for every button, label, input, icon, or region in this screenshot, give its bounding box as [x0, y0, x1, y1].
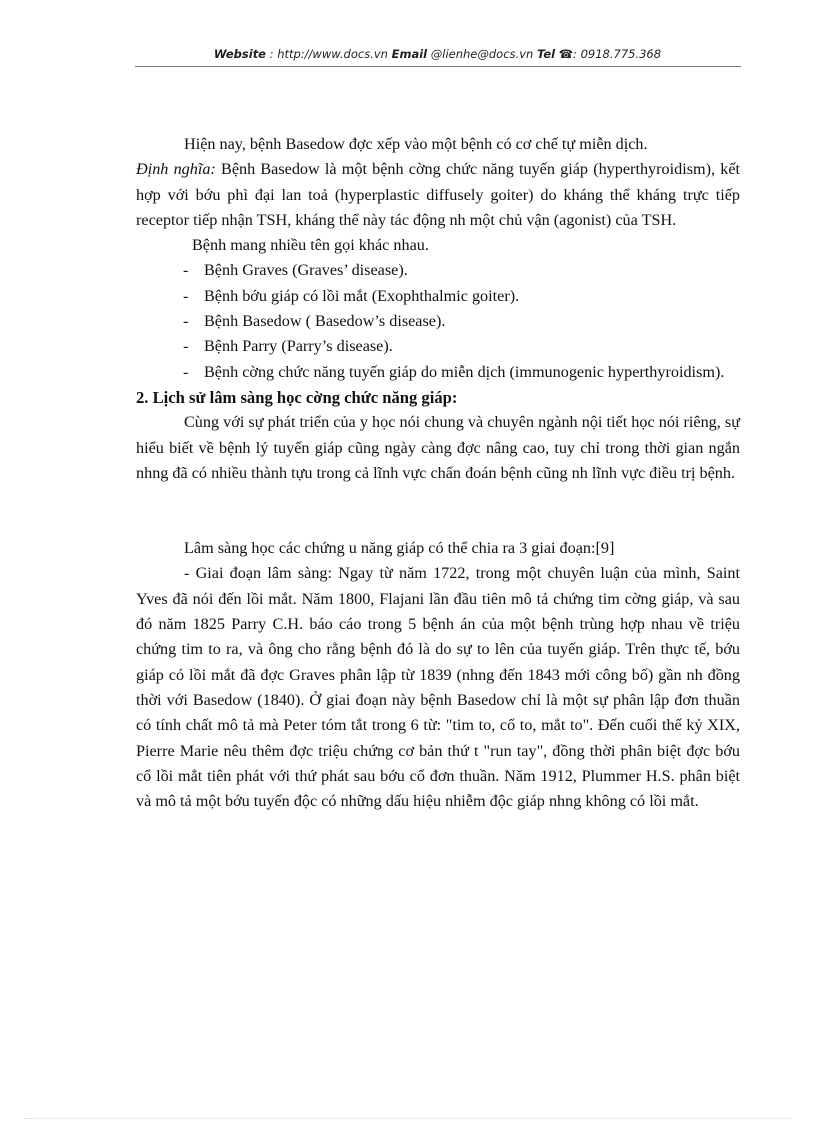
email-label: Email — [391, 47, 428, 61]
list-item — [136, 309, 740, 334]
list-item-text: Bệnh Basedow ( Basedow’s disease). — [204, 312, 446, 331]
paragraph-clinical-stage: - Giai đoạn lâm sàng: Ngay từ năm 1722, trong một chuyên luận của mình, Saint Yves đã nói đến lồi mắt. Năm 1800, Flajani lần đầu tiên mô tả chứng tim cờng giáp, và sau đó năm 1825 Parry C.H. báo cáo trong 5 bệnh án của một bệnh trùng hợp nhau về triệu chứng tim to ra, và ông cho rằng bệnh đó là do sự to lên của tuyến giáp. Trên thực tế, bớu giáp có lồi mắt đã đợc Graves phân lập từ 1839 (nhng đến 1843 mới công bố) gần nh đồng thời với Basedow (1840). Ở giai đoạn này bệnh Basedow chỉ là một sự phân lập đơn thuần có tính chất mô tả mà Peter tóm tắt trong 6 từ: "tim to, cổ to, mắt to". Đến cuối thế kỷ XIX, Pierre Marie nêu thêm đợc triệu chứng cơ bản thứ t "run tay", đồng thời phân biệt đợc bớu cổ lồi mắt tiên phát với thứ phát sau bớu cổ đơn thuần. Năm 1912, Plummer H.S. phân biệt và mô tả một bớu tuyến độc có những dấu hiệu nhiễm độc giáp nhng không có lồi mắt. — [136, 564, 740, 811]
paragraph-stages: Lâm sàng học các chứng u năng giáp có thể chia ra 3 giai đoạn:[9] — [184, 539, 615, 558]
document-body — [136, 132, 740, 814]
email-link[interactable]: lienhe@docs.vn — [442, 47, 534, 61]
tel-label: Tel — [536, 47, 556, 61]
list-marker: - — [183, 261, 189, 280]
header-rule — [135, 66, 741, 67]
list-marker: - — [183, 312, 189, 331]
page-header — [135, 47, 740, 61]
list-item — [136, 258, 740, 283]
list-item — [136, 360, 740, 385]
section-heading: 2. Lịch sử lâm sàng học cờng chức năng giáp: — [136, 387, 458, 407]
list-item-text: Bệnh Graves (Graves’ disease). — [204, 261, 408, 280]
paragraph-intro: Hiện nay, bệnh Basedow đợc xếp vào một bệnh có cơ chế tự miễn dịch. — [184, 135, 648, 153]
list-item-text: Bệnh bớu giáp có lồi mắt (Exophthalmic goiter). — [204, 286, 520, 305]
list-item — [136, 334, 740, 359]
names-intro: Bệnh mang nhiều tên gọi khác nhau. — [192, 236, 429, 255]
list-marker: - — [183, 337, 189, 356]
paragraph-history: Cùng với sự phát triển của y học nói chung và chuyên ngành nội tiết học nói riêng, sự hiểu biết về bệnh lý tuyến giáp cũng ngày càng đợc nâng cao, tuy chỉ trong thời gian ngắn nhng đã có nhiều thành tựu trong cả lĩnh vực chẩn đoán bệnh cũng nh lĩnh vực điều trị bệnh. — [136, 413, 740, 482]
list-item — [136, 284, 740, 309]
list-marker: - — [183, 286, 189, 305]
list-marker: - — [183, 362, 189, 381]
at-symbol-icon: @ — [430, 47, 443, 61]
footer-divider — [24, 1118, 792, 1119]
definition-text: Bệnh Basedow là một bệnh cờng chức năng tuyến giáp (hyperthyroidism), kết hợp với bớu phì đại lan toả (hyperplastic diffusely goiter) do kháng thể kháng trực tiếp receptor tiếp nhận TSH, kháng thể này tác động nh một chủ vận (agonist) của TSH. — [136, 160, 740, 229]
tel-value: : 0918.775.368 — [573, 47, 662, 61]
spacer — [136, 486, 740, 536]
telephone-icon: ☎ — [558, 47, 574, 61]
definition-term: Định nghĩa: — [136, 160, 216, 179]
paragraph-definition — [136, 157, 740, 233]
website-label: Website — [213, 47, 266, 61]
website-sep: : — [266, 47, 278, 61]
list-item-text: Bệnh cờng chức năng tuyến giáp do miễn dịch (immunogenic hyperthyroidism). — [204, 362, 725, 381]
website-link[interactable]: http://www.docs.vn — [277, 47, 388, 61]
list-item-text: Bệnh Parry (Parry’s disease). — [204, 337, 393, 356]
